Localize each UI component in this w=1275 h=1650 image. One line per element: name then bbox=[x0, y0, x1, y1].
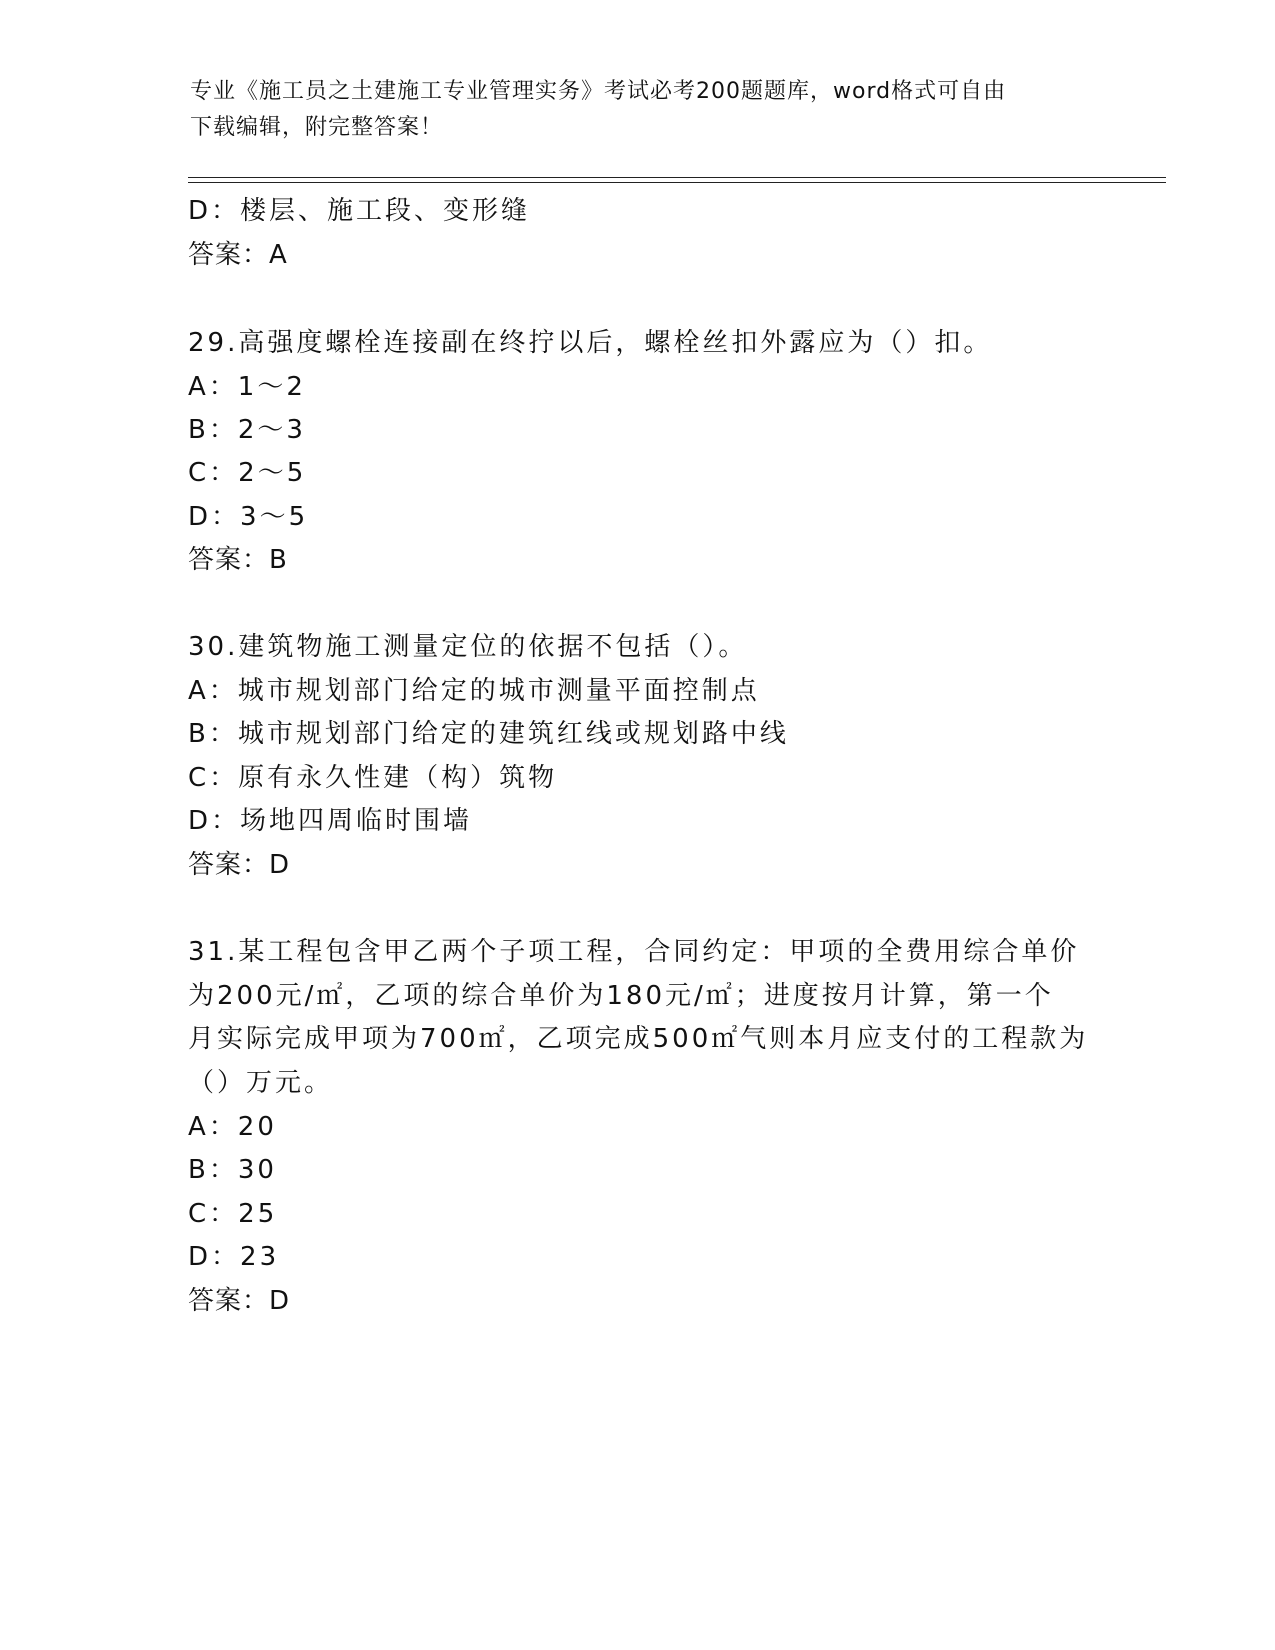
header-divider-bottom bbox=[188, 182, 1166, 183]
option-b: B：30 bbox=[188, 1155, 277, 1185]
question-stem-line-3: 月实际完成甲项为700㎡，乙项完成500㎡气则本月应支付的工程款为 bbox=[188, 1024, 1089, 1054]
option-a: A：20 bbox=[188, 1112, 277, 1142]
option-b: B：2～3 bbox=[188, 415, 306, 445]
header-title-line-1: 专业《施工员之土建施工专业管理实务》考试必考200题题库，word格式可自由 bbox=[190, 79, 1007, 104]
option-d: D：23 bbox=[188, 1242, 280, 1272]
option-c: C：2～5 bbox=[188, 458, 307, 488]
option-b: B：城市规划部门给定的建筑红线或规划路中线 bbox=[188, 719, 789, 749]
question-stem-line-4: （）万元。 bbox=[188, 1068, 334, 1098]
answer: 答案：B bbox=[188, 545, 288, 575]
option-c: C：25 bbox=[188, 1199, 278, 1229]
answer: 答案：D bbox=[188, 850, 291, 880]
option-d: D：3～5 bbox=[188, 502, 309, 532]
option-a: A：城市规划部门给定的城市测量平面控制点 bbox=[188, 676, 760, 706]
document-header bbox=[190, 74, 1090, 146]
question-stem-line-1: 31.某工程包含甲乙两个子项工程，合同约定：甲项的全费用综合单价 bbox=[188, 937, 1080, 967]
answer: 答案：D bbox=[188, 1286, 291, 1316]
question-stem: 29.高强度螺栓连接副在终拧以后，螺栓丝扣外露应为（）扣。 bbox=[188, 328, 993, 358]
option-a: A：1～2 bbox=[188, 372, 306, 402]
option-c: C：原有永久性建（构）筑物 bbox=[188, 763, 558, 793]
prev-question-answer: 答案：A bbox=[188, 240, 288, 270]
question-stem: 30.建筑物施工测量定位的依据不包括（）。 bbox=[188, 632, 748, 662]
prev-question-option-d: D：楼层、施工段、变形缝 bbox=[188, 196, 531, 226]
option-d: D：场地四周临时围墙 bbox=[188, 806, 473, 836]
header-title-line-2: 下载编辑，附完整答案！ bbox=[190, 115, 444, 140]
question-stem-line-2: 为200元/㎡，乙项的综合单价为180元/㎡；进度按月计算，第一个 bbox=[188, 981, 1054, 1011]
header-divider-top bbox=[188, 177, 1166, 178]
